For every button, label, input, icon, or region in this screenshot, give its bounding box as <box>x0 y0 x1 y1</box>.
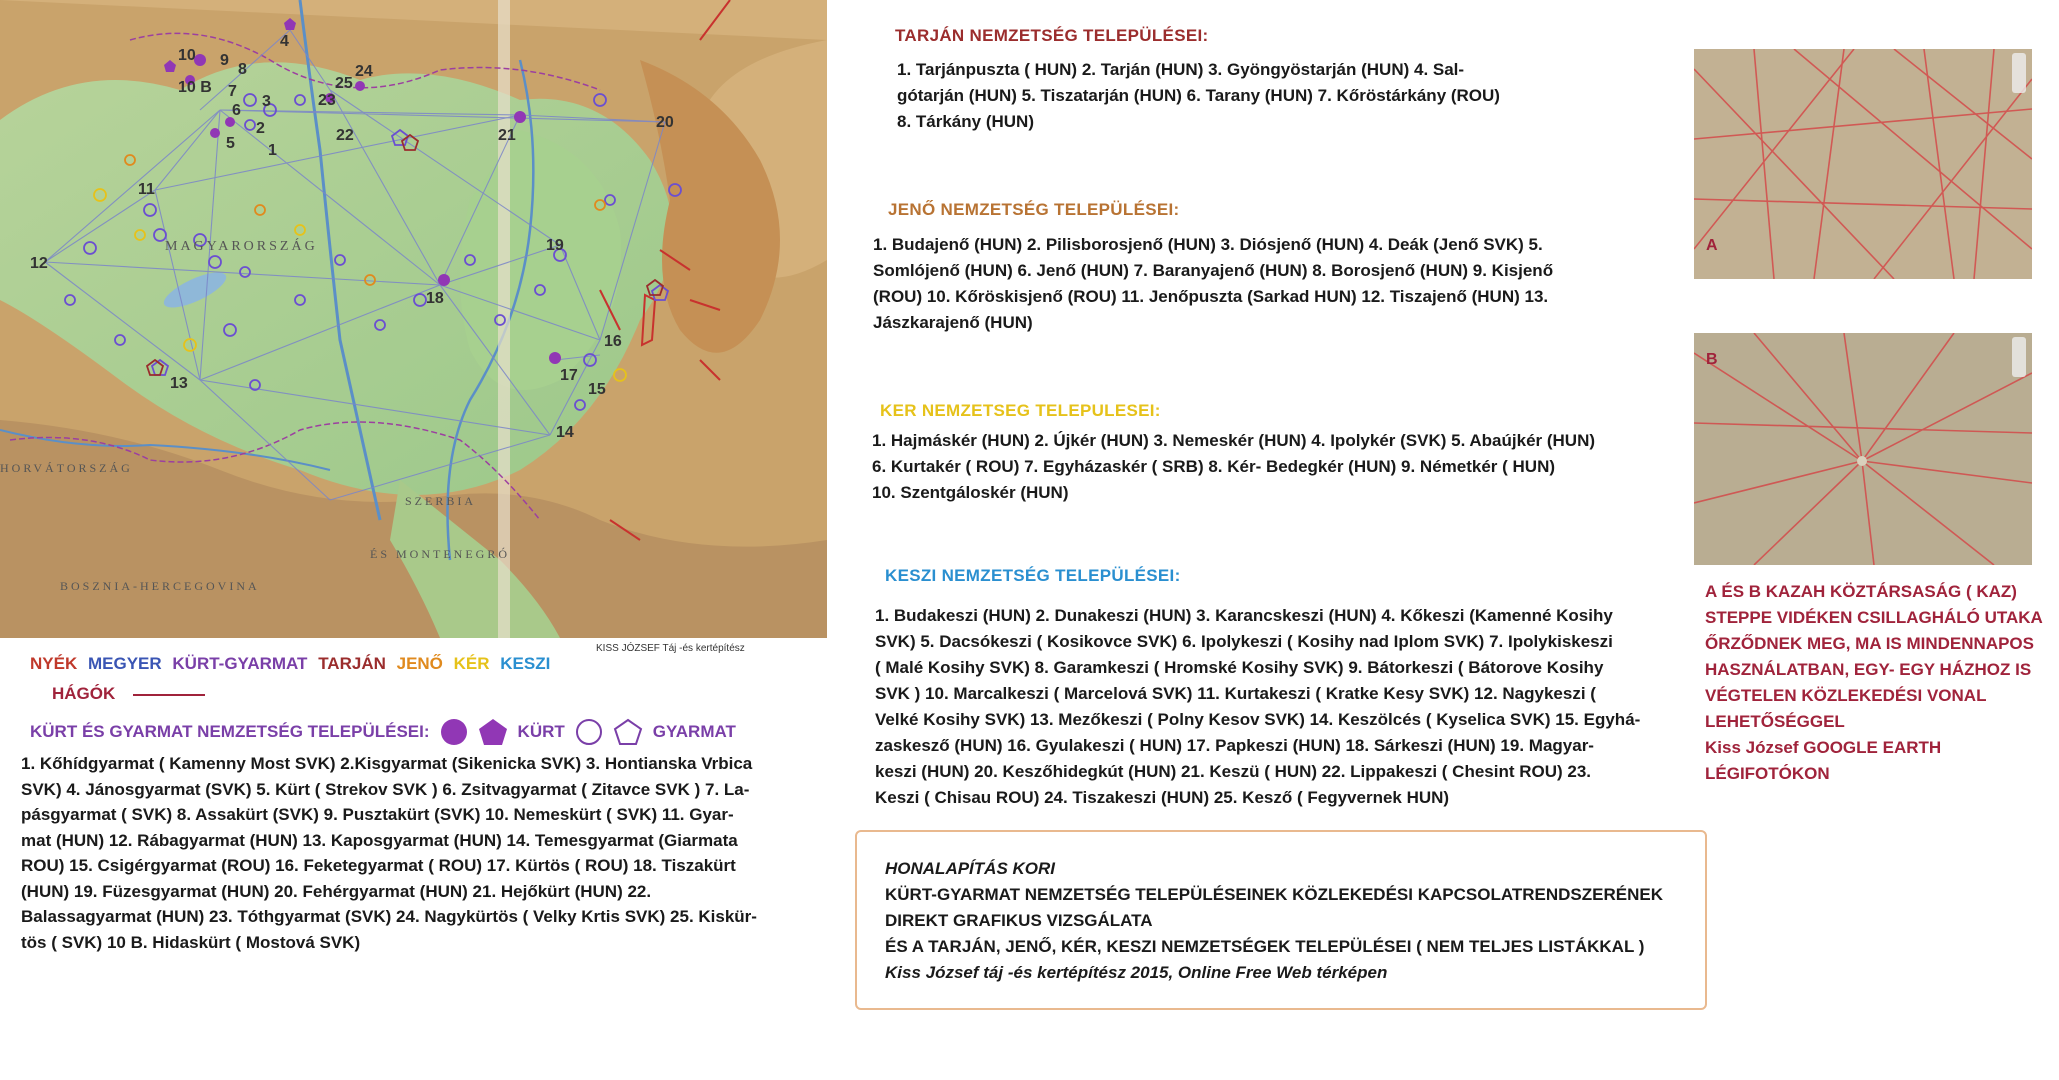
list-line: gótarján (HUN) 5. Tiszatarján (HUN) 6. Tarany (HUN) 7. Kőröstárkány (ROU) <box>897 86 1500 105</box>
note-line: LEHETŐSÉGGEL <box>1705 712 1845 731</box>
legend-jeno: JENŐ <box>396 654 443 673</box>
kurt-gyarmat-list <box>21 751 821 955</box>
kazakhstan-note <box>1705 579 2045 787</box>
relief-map <box>0 0 827 638</box>
list-line: zaskesző (HUN) 16. Gyulakeszi ( HUN) 17. Papkeszi (HUN) 18. Sárkeszi (HUN) 19. Magyar- <box>875 736 1594 755</box>
list-line: Somlójenő (HUN) 6. Jenő (HUN) 7. Baranyajenő (HUN) 8. Borosjenő (HUN) 9. Kisjenő <box>873 261 1554 280</box>
summary-line: HONALAPÍTÁS KORI <box>885 859 1055 878</box>
list-line: (ROU) 10. Kőröskisjenő (ROU) 11. Jenőpuszta (Sarkad HUN) 12. Tiszajenő (HUN) 13. <box>873 287 1549 306</box>
list-line: SVK) 5. Dacsókeszi ( Kosikovce SVK) 6. Ipolykeszi ( Kosihy nad Iplom SVK) 7. Ipolykiskeszi <box>875 632 1613 651</box>
map-point-label: 13 <box>170 375 188 392</box>
map-point-label: 6 <box>232 102 241 119</box>
map-region-label: ÉS MONTENEGRÓ <box>370 547 510 561</box>
pass-legend-label: HÁGÓK <box>52 684 116 703</box>
map-point-label: 22 <box>336 127 354 144</box>
map-point-label: 7 <box>228 83 237 100</box>
list-line: keszi (HUN) 20. Keszőhidegkút (HUN) 21. Keszü ( HUN) 22. Lippakeszi ( Chesint ROU) 23. <box>875 762 1592 781</box>
gyarmat-symbol-label: GYARMAT <box>652 722 736 741</box>
map-point-label: 11 <box>138 181 155 198</box>
note-line: VÉGTELEN KÖZLEKEDÉSI VONAL <box>1705 686 1987 705</box>
tarjan-title: TARJÁN NEMZETSÉG TELEPÜLÉSEI: <box>895 26 1209 45</box>
summary-line: DIREKT GRAFIKUS VIZSGÁLATA <box>885 911 1153 930</box>
legend-kurt-gyarmat: KÜRT-GYARMAT <box>172 654 308 673</box>
jeno-title: JENŐ NEMZETSÉG TELEPÜLÉSEI: <box>888 200 1180 219</box>
tribe-legend <box>30 654 556 674</box>
list-line: pásgyarmat ( SVK) 8. Assakürt (SVK) 9. Pusztakürt (SVK) 10. Nemeskürt ( SVK) 11. Gyar- <box>21 805 734 824</box>
keszi-list <box>875 603 1695 811</box>
pass-line-icon <box>133 694 205 696</box>
list-line: 1. Budajenő (HUN) 2. Pilisborosjenő (HUN) 3. Diósjenő (HUN) 4. Deák (Jenő SVK) 5. <box>873 235 1543 254</box>
keszi-title: KESZI NEMZETSÉG TELEPÜLÉSEI: <box>885 566 1181 585</box>
map-point-label: 24 <box>355 63 373 80</box>
list-line: Keszi ( Chisau ROU) 24. Tiszakeszi (HUN) 25. Kesző ( Fegyvernek HUN) <box>875 788 1450 807</box>
legend-megyer: MEGYER <box>87 654 162 673</box>
map-region-label: SZERBIA <box>405 494 477 508</box>
list-line: (HUN) 19. Füzesgyarmat (HUN) 20. Fehérgyarmat (HUN) 21. Hejőkürt (HUN) 22. <box>21 881 652 901</box>
legend-tarjan: TARJÁN <box>318 654 386 673</box>
map-point-label: 19 <box>546 237 564 254</box>
map-point-label: 2 <box>256 120 265 137</box>
note-line: A ÉS B KAZAH KÖZTÁRSASÁG ( KAZ) <box>1705 582 2017 601</box>
map-panel <box>0 0 827 638</box>
list-line: 10. Szentgáloskér (HUN) <box>872 483 1069 502</box>
legend-ker: KÉR <box>453 654 490 673</box>
map-point-label: 17 <box>560 367 578 384</box>
map-point-label: 23 <box>318 92 336 109</box>
summary-line: KÜRT-GYARMAT NEMZETSÉG TELEPÜLÉSEINEK KÖZLEKEDÉSI KAPCSOLATRENDSZERÉNEK <box>885 885 1663 904</box>
kurt-heading-text: KÜRT ÉS GYARMAT NEMZETSÉG TELEPÜLÉSEI: <box>30 722 430 741</box>
list-line: SVK) 4. Jánosgyarmat (SVK) 5. Kürt ( Strekov SVK ) 6. Zsitvagyarmat ( Zitavce SVK ) 7. La- <box>21 779 750 799</box>
note-line: LÉGIFOTÓKON <box>1705 764 1830 783</box>
map-point-label: 4 <box>280 33 289 50</box>
list-line: SVK ) 10. Marcalkeszi ( Marcelová SVK) 11. Kurtakeszi ( Kratke Kesy SVK) 12. Nagykeszi ( <box>875 684 1596 703</box>
map-point-label: 18 <box>426 290 444 307</box>
map-point-label: 3 <box>262 93 271 110</box>
jeno-list <box>873 232 1673 336</box>
map-point-label: 9 <box>220 52 229 69</box>
map-region-label: BOSZNIA-HERCEGOVINA <box>60 579 260 593</box>
filled-circle-icon <box>440 718 468 746</box>
photo-b-label: B <box>1706 351 1718 368</box>
list-line: ROU) 15. Csigérgyarmat (ROU) 16. Feketegyarmat ( ROU) 17. Kürtös ( ROU) 18. Tiszakürt <box>21 856 736 875</box>
list-line: 8. Tárkány (HUN) <box>897 112 1034 131</box>
summary-box <box>855 830 1707 1010</box>
map-point-label: 12 <box>30 255 48 272</box>
map-point-label: 10 <box>178 47 196 64</box>
map-point-label: 14 <box>556 424 574 441</box>
map-region-label: MAGYARORSZÁG <box>165 239 318 254</box>
map-region-label: HORVÁTORSZÁG <box>0 461 133 475</box>
map-point-label: 21 <box>498 127 516 144</box>
map-credit: KISS JÓZSEF Táj -és kertépítész <box>596 643 745 654</box>
map-point-label: 5 <box>226 135 235 152</box>
list-line: Jászkarajenő (HUN) <box>873 313 1033 332</box>
note-line: HASZNÁLATBAN, EGY- EGY HÁZHOZ IS <box>1705 660 2032 679</box>
ker-list <box>872 428 1692 506</box>
list-line: tös ( SVK) 10 B. Hidaskürt ( Mostová SVK) <box>21 932 361 952</box>
photo-a-label: A <box>1706 237 1718 254</box>
list-line: 1. Hajmáskér (HUN) 2. Újkér (HUN) 3. Nemeskér (HUN) 4. Ipolykér (SVK) 5. Abaújkér (HUN) <box>872 431 1596 450</box>
kurt-gyarmat-heading <box>30 718 736 746</box>
summary-line: Kiss József táj -és kertépítész 2015, Online Free Web térképen <box>885 963 1388 982</box>
list-line: 1. Kőhídgyarmat ( Kamenny Most SVK) 2.Kisgyarmat (Sikenicka SVK) 3. Hontianska Vrbica <box>21 754 753 773</box>
ker-title: KER NEMZETSEG TELEPULESEI: <box>880 401 1161 420</box>
pass-legend <box>52 684 205 704</box>
aerial-photo-a <box>1694 49 2032 279</box>
hollow-pentagon-icon <box>613 718 643 746</box>
list-line: mat (HUN) 12. Rábagyarmat (HUN) 13. Kaposgyarmat (HUN) 14. Temesgyarmat (Giarmata <box>21 830 738 850</box>
map-point-label: 25 <box>335 75 353 92</box>
map-point-label: 20 <box>656 114 674 131</box>
list-line: ( Malé Kosihy SVK) 8. Garamkeszi ( Hromské Kosihy SVK) 9. Bátorkeszi ( Bátorove Kosihy <box>875 658 1604 677</box>
list-line: 1. Tarjánpuszta ( HUN) 2. Tarján (HUN) 3. Gyöngyöstarján (HUN) 4. Sal- <box>897 60 1465 79</box>
list-line: Balassagyarmat (HUN) 23. Tóthgyarmat (SVK) 24. Nagykürtös ( Velky Krtis SVK) 25. Kiskür- <box>21 907 757 926</box>
hollow-circle-icon <box>575 718 603 746</box>
list-line: 1. Budakeszi (HUN) 2. Dunakeszi (HUN) 3. Karancskeszi (HUN) 4. Kőkeszi (Kamenné Kosihy <box>875 606 1613 625</box>
aerial-photo-b <box>1694 333 2032 565</box>
note-line: STEPPE VIDÉKEN CSILLAGHÁLÓ UTAKA <box>1705 608 2043 627</box>
legend-keszi: KESZI <box>500 654 551 673</box>
list-line: 6. Kurtakér ( ROU) 7. Egyházaskér ( SRB) 8. Kér- Bedegkér (HUN) 9. Németkér ( HUN) <box>872 457 1556 476</box>
filled-pentagon-icon <box>478 718 508 746</box>
map-point-label: 8 <box>238 61 247 78</box>
tarjan-list <box>897 57 1597 135</box>
summary-line: ÉS A TARJÁN, JENŐ, KÉR, KESZI NEMZETSÉGEK TELEPÜLÉSEI ( NEM TELJES LISTÁKKAL ) <box>885 937 1645 956</box>
note-line: Kiss József GOOGLE EARTH <box>1705 738 1942 757</box>
note-line: ŐRZŐDNEK MEG, MA IS MINDENNAPOS <box>1705 634 2034 653</box>
kurt-symbol-label: KÜRT <box>517 722 565 741</box>
map-point-label: 15 <box>588 381 606 398</box>
map-point-label: 1 <box>268 142 277 159</box>
list-line: Velké Kosihy SVK) 13. Mezőkeszi ( Polny Kesov SVK) 14. Keszölcés ( Kyselica SVK) 15. Egyhá- <box>875 710 1641 729</box>
map-point-label: 16 <box>604 333 622 350</box>
map-point-label: 10 B <box>178 79 212 96</box>
legend-nyek: NYÉK <box>30 654 78 673</box>
